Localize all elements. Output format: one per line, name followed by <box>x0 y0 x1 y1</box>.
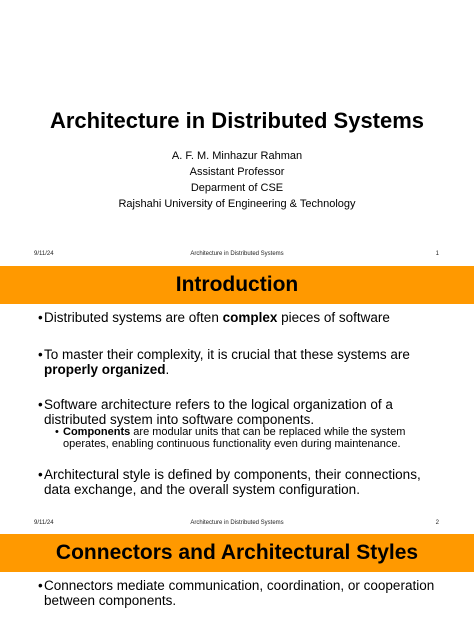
bullet-text: Connectors mediate communication, coordination, or cooperation between components. <box>44 578 435 608</box>
slide-title: Connectors and Architectural Styles <box>55 541 419 564</box>
bullet-item <box>38 310 438 325</box>
bullet-item <box>38 578 438 608</box>
bullet-bold-text: complex <box>222 310 278 325</box>
author-university: Rajshahi University of Engineering & Technology <box>118 198 356 210</box>
author-position: Assistant Professor <box>189 166 285 178</box>
bullet-text: Distributed systems are often <box>44 310 223 325</box>
bullet-text: Architectural style is defined by components, their connections, data exchange, and the overall system configuration. <box>44 467 421 497</box>
author-department: Deparment of CSE <box>190 182 284 194</box>
bullet-dot-icon: • <box>55 426 59 438</box>
slide-title-band <box>0 534 474 572</box>
slide-title: Introduction <box>175 273 299 296</box>
footer-page: 2 <box>435 520 439 526</box>
slide-3 <box>0 534 474 632</box>
bullet-dot-icon: • <box>38 347 43 362</box>
footer-page: 1 <box>435 251 439 257</box>
bullet-text: To master their complexity, it is crucial that these systems are <box>44 347 410 362</box>
footer-date: 9/11/24 <box>34 251 54 257</box>
bullet-text: pieces of software <box>277 310 390 325</box>
bullet-text: are modular units that can be replaced while the system operates, enabling continuous functionality even during maintenance. <box>63 426 406 450</box>
bullet-dot-icon: • <box>38 310 43 325</box>
footer-title: Architecture in Distributed Systems <box>190 251 284 257</box>
bullet-dot-icon: • <box>38 397 43 412</box>
bullet-item <box>38 467 438 497</box>
slide-2 <box>0 264 474 534</box>
bullet-text: Software architecture refers to the logical organization of a distributed system into software components. <box>44 397 393 427</box>
bullet-bold-text: Components <box>63 426 131 438</box>
footer-title: Architecture in Distributed Systems <box>190 520 284 526</box>
sub-bullet-item <box>55 426 435 450</box>
bullet-item <box>38 347 438 377</box>
bullet-dot-icon: • <box>38 467 43 482</box>
bullet-bold-text: properly organized <box>44 362 166 377</box>
slide-title-band <box>0 266 474 304</box>
bullet-dot-icon: • <box>38 578 43 593</box>
author-name: A. F. M. Minhazur Rahman <box>171 150 303 162</box>
footer-date: 9/11/24 <box>34 520 54 526</box>
slide-title: Architecture in Distributed Systems <box>49 108 425 133</box>
slide-1 <box>0 0 474 264</box>
bullet-item <box>38 397 438 427</box>
bullet-text: . <box>165 362 170 377</box>
